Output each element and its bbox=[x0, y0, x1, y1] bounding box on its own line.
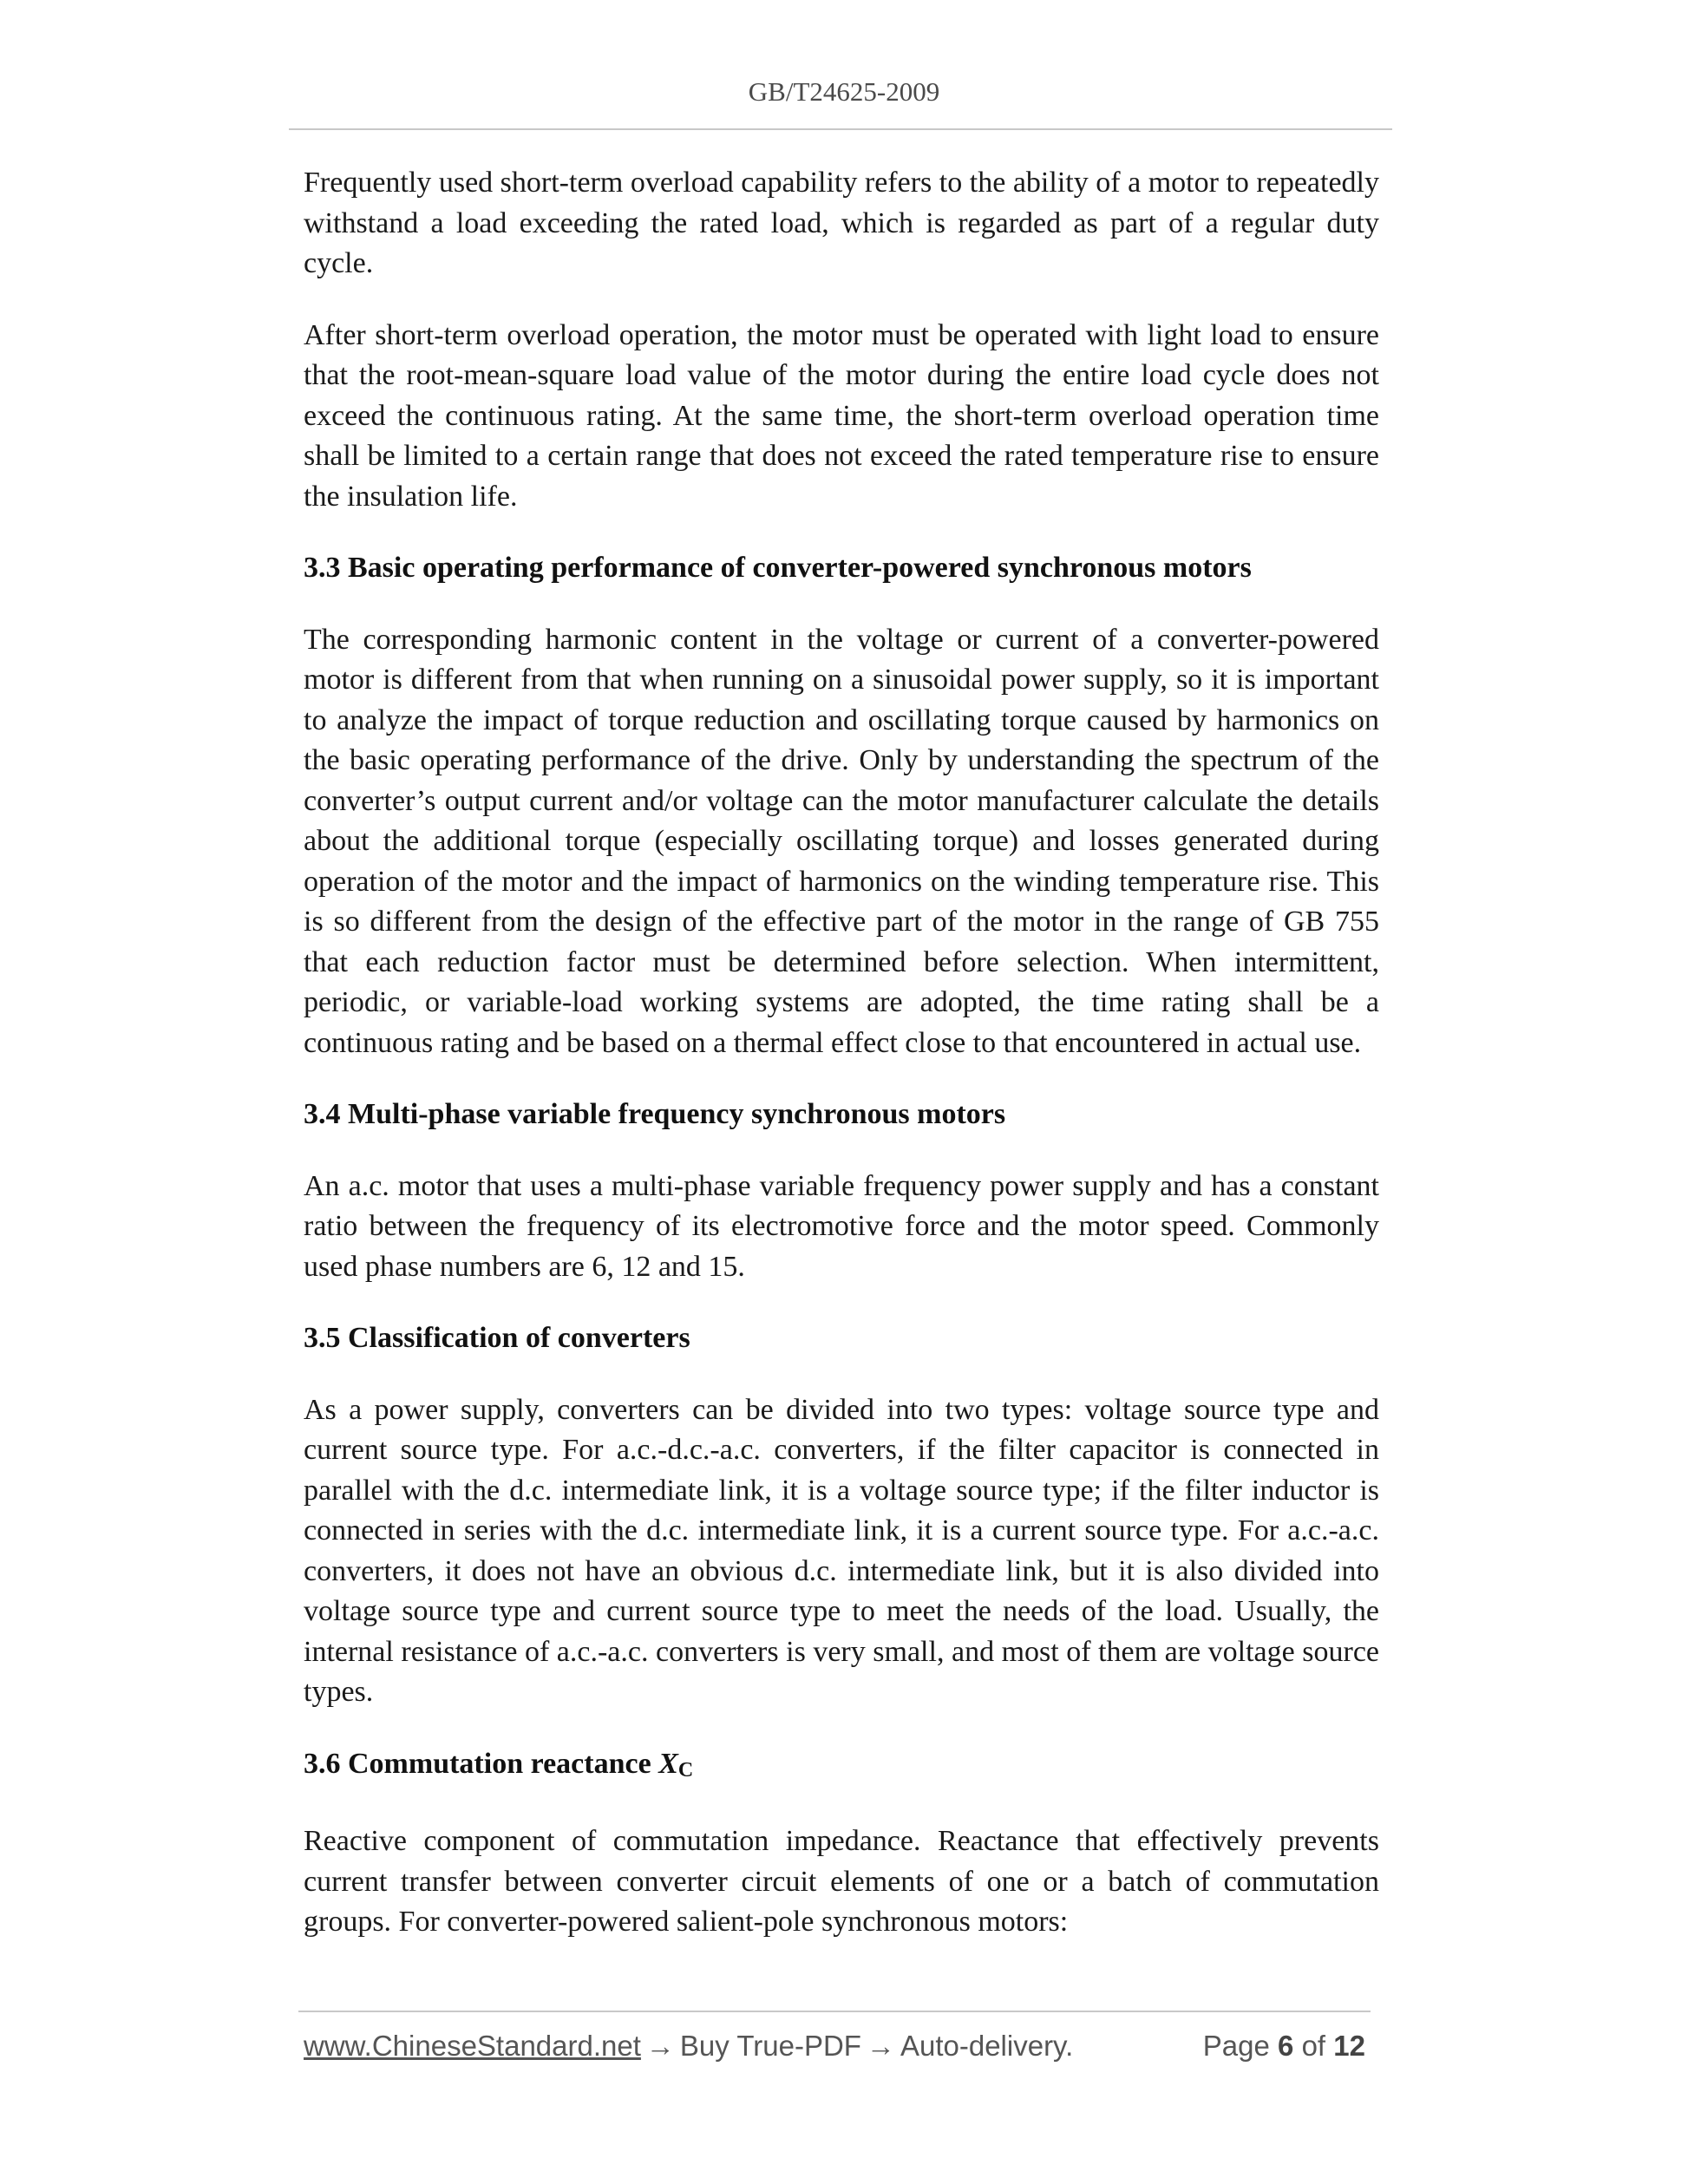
page-body bbox=[304, 163, 1379, 1974]
paragraph-section-3-5: As a power supply, converters can be divided into two types: voltage source type and current source type. For a.c.-d.c.-a.c. converters, if the filter capacitor is connected in parallel with the d.c. intermediate link, it is a voltage source type; if the filter inductor is connected in series with the d.c. intermediate link, it is a current source type. For a.c.-a.c. converters, it does not have an obvious d.c. intermediate link, but it is also divided into voltage source type and current source type to meet the needs of the load. Usually, the internal resistance of a.c.-a.c. converters is very small, and most of them are voltage source types. bbox=[304, 1393, 1379, 1708]
arrow-right-icon: → bbox=[645, 2030, 675, 2062]
section-heading-3-4: 3.4 Multi-phase variable frequency synchronous motors bbox=[304, 1098, 1006, 1130]
chinese-standard-link[interactable]: www.ChineseStandard.net bbox=[304, 2030, 641, 2062]
paragraph-overload-capability: Frequently used short-term overload capability refers to the ability of a motor to repeatedly withstand a load exceeding the rated load, which is regarded as part of a regular duty cycle. bbox=[304, 167, 1379, 279]
page-indicator bbox=[1203, 2030, 1365, 2063]
footer-promo bbox=[304, 2030, 1073, 2063]
page-label: Page bbox=[1202, 2030, 1270, 2062]
auto-delivery-text: Auto-delivery. bbox=[900, 2030, 1074, 2062]
current-page-number: 6 bbox=[1278, 2030, 1294, 2062]
section-heading-3-6-text: 3.6 Commutation reactance bbox=[304, 1747, 651, 1780]
page-footer bbox=[304, 2030, 1371, 2068]
section-heading-3-6 bbox=[304, 1744, 1379, 1791]
paragraph-overload-operation: After short-term overload operation, the motor must be operated with light load to ensure that the root-mean-square load value of the motor during the entire load cycle does not exceed the continuous rating. At the same time, the short-term overload operation time shall be limited to a certain range that does not exceed the rated temperature rise to ensure the insulation life. bbox=[304, 318, 1379, 513]
paragraph-section-3-6: Reactive component of commutation impedance. Reactance that effectively prevents current transfer between converter circuit elements of one or a batch of commutation groups. For converter-powered salient-pole synchronous motors: bbox=[304, 1825, 1379, 1938]
section-heading-3-5: 3.5 Classification of converters bbox=[304, 1322, 690, 1354]
header-divider bbox=[289, 128, 1392, 130]
reactance-symbol bbox=[658, 1748, 693, 1780]
document-id-header: GB/T24625-2009 bbox=[748, 76, 940, 107]
reactance-symbol-letter: X bbox=[658, 1747, 678, 1780]
paragraph-section-3-4: An a.c. motor that uses a multi-phase variable frequency power supply and has a constant ratio between the frequency of its electromotive force and the motor speed. Commonly used phase numbers are 6, 12 and 15. bbox=[304, 1169, 1379, 1283]
section-heading-3-3: 3.3 Basic operating performance of converter-powered synchronous motors bbox=[304, 552, 1252, 584]
of-label: of bbox=[1301, 2030, 1326, 2062]
buy-true-pdf-text: Buy True-PDF bbox=[679, 2030, 861, 2062]
total-page-count: 12 bbox=[1333, 2030, 1365, 2062]
paragraph-section-3-3: The corresponding harmonic content in the voltage or current of a converter-powered motor is different from that when running on a sinusoidal power supply, so it is important to analyze the impact of torque reduction and oscillating torque caused by harmonics on the basic operating performance of the drive. Only by understanding the spectrum of the converter’s output current and/or voltage can the motor manufacturer calculate the details about the additional torque (especially oscillating torque) and losses generated during operation of the motor and the impact of harmonics on the winding temperature rise. This is so different from the design of the effective part of the motor in the range of GB 755 that each reduction factor must be determined before selection. When intermittent, periodic, or variable-load working systems are adopted, the time rating shall be a continuous rating and be based on a thermal effect close to that encountered in actual use. bbox=[304, 623, 1379, 1059]
footer-divider bbox=[298, 2011, 1371, 2012]
reactance-symbol-subscript: C bbox=[677, 1758, 694, 1782]
arrow-right-icon: → bbox=[866, 2030, 895, 2062]
